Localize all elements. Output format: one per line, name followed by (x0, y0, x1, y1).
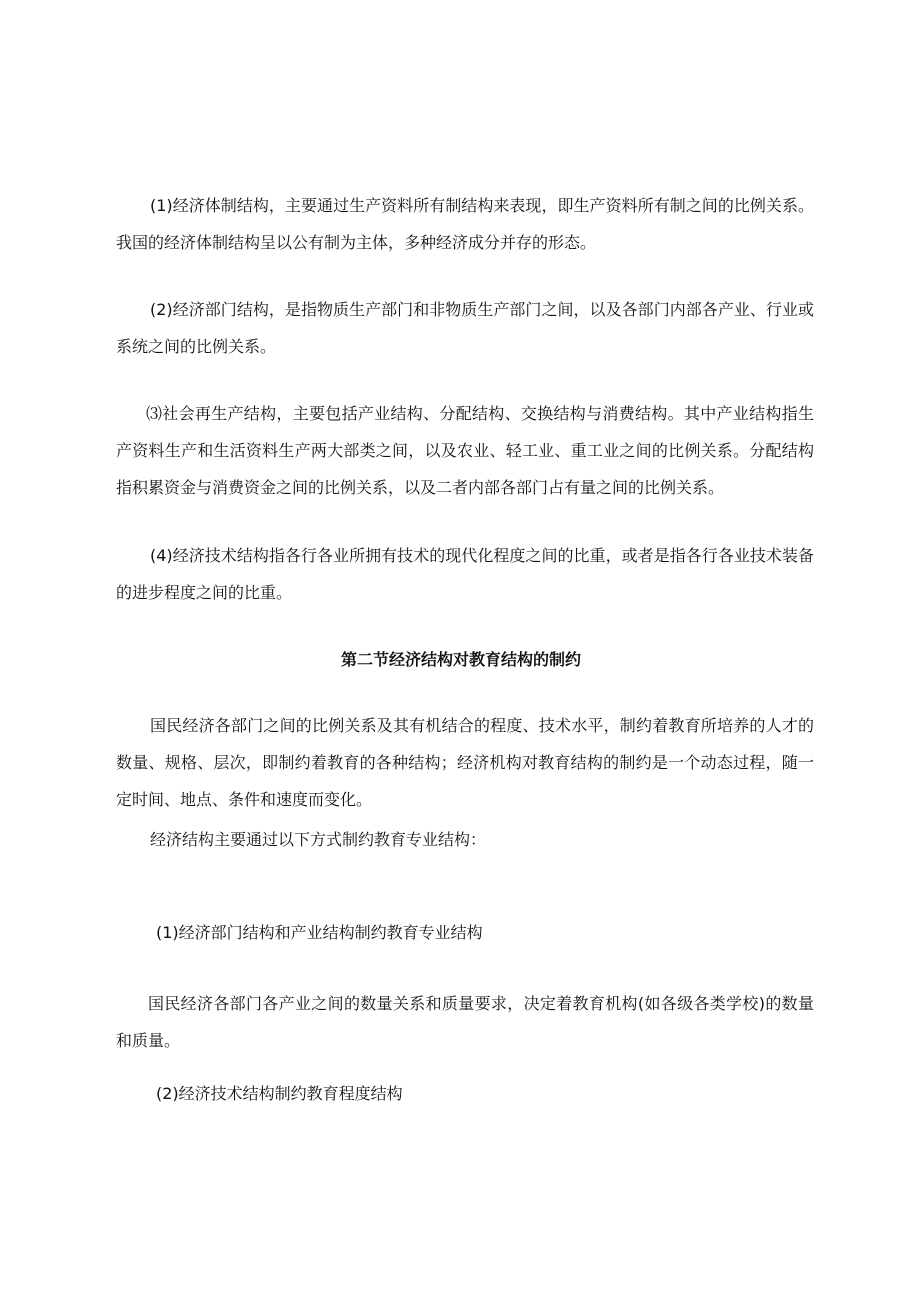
paragraph-economic-technology-structure: (4)经济技术结构指各行各业所拥有技术的现代化程度之间的比重，或者是指各行各业技术装备的进步程度之间的比重。 (116, 546, 814, 602)
paragraph-section-lead: 经济结构主要通过以下方式制约教育专业结构： (150, 830, 487, 849)
paragraph-economic-sector-structure: (2)经济部门结构，是指物质生产部门和非物质生产部门之间，以及各部门内部各产业、行业或系统之间的比例关系。 (116, 300, 814, 356)
subheading-item-1: (1)经济部门结构和产业结构制约教育专业结构 (156, 923, 483, 942)
paragraph-section-intro: 国民经济各部门之间的比例关系及其有机结合的程度、技术水平，制约着教育所培养的人才的数量、规格、层次，即制约着教育的各种结构；经济机构对教育结构的制约是一个动态过程，随一定时间、地点、条件和速度而变化。 (116, 716, 814, 809)
paragraph-item-1-body: 国民经济各部门各产业之间的数量关系和质量要求，决定着教育机构(如各级各类学校)的数量和质量。 (116, 994, 814, 1050)
paragraph-economic-system-structure: (1)经济体制结构，主要通过生产资料所有制结构来表现，即生产资料所有制之间的比例关系。我国的经济体制结构呈以公有制为主体，多种经济成分并存的形态。 (116, 196, 814, 252)
subheading-item-2: (2)经济技术结构制约教育程度结构 (156, 1084, 403, 1103)
section-heading: 第二节经济结构对教育结构的制约 (340, 650, 581, 669)
paragraph-social-reproduction-structure: ⑶社会再生产结构，主要包括产业结构、分配结构、交换结构与消费结构。其中产业结构指生产资料生产和生活资料生产两大部类之间，以及农业、轻工业、重工业之间的比例关系。分配结构指积累资金与消费资金之间的比例关系，以及二者内部各部门占有量之间的比例关系。 (116, 404, 814, 497)
